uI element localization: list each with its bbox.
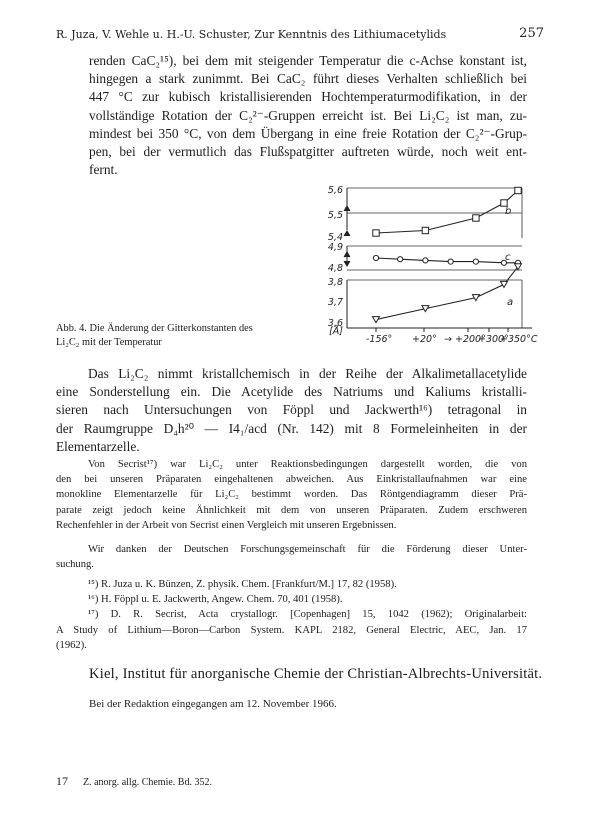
series-line-a bbox=[376, 267, 518, 320]
axis-arrow bbox=[344, 231, 350, 236]
reference-17-cont: (1962). bbox=[56, 639, 87, 651]
text-line: fernt. bbox=[89, 162, 118, 178]
data-point bbox=[515, 187, 521, 193]
references bbox=[56, 577, 527, 653]
y-tick-label: 3,6 bbox=[327, 318, 343, 329]
x-tick-label: +20° bbox=[412, 334, 437, 345]
axis-arrow bbox=[344, 206, 350, 211]
series-label-a: a bbox=[507, 297, 514, 308]
text-line: monokline Elementarzelle für Li₂C₂ bestimmt worden. Das Röntgendiagramm dieser Prä- bbox=[56, 489, 527, 501]
page-number: 257 bbox=[519, 26, 544, 41]
x-tick-label: +350°C bbox=[500, 334, 538, 345]
text-line: Wir danken der Deutschen Forschungsgemeinschaft für die Förderung dieser Unter- bbox=[88, 544, 527, 555]
text-line: Von Secrist¹⁷) war Li₂C₂ unter Reaktionsbedingungen dargestellt worden, die von bbox=[88, 459, 527, 470]
x-tick-label: -156° bbox=[366, 334, 393, 345]
figure-caption bbox=[56, 322, 306, 350]
text-line: hingegen a stark zunimmt. Bei CaC₂ führt dieses Verhalten schließlich bei bbox=[89, 71, 527, 87]
data-point bbox=[515, 264, 522, 270]
footer-number: 17 bbox=[56, 774, 68, 788]
reference-15: ¹⁵) R. Juza u. K. Bünzen, Z. physik. Chem. [Frankfurt/M.] 17, 82 (1958). bbox=[88, 579, 397, 590]
acknowledgement bbox=[56, 542, 527, 572]
axis-arrow bbox=[344, 261, 350, 266]
x-tick-label: → +200° bbox=[444, 334, 486, 345]
reference-16: ¹⁶) H. Föppl u. E. Jackwerth, Angew. Chem. 70, 401 (1958). bbox=[88, 594, 343, 606]
y-tick-label: 4,9 bbox=[327, 242, 343, 253]
received-date: Bei der Redaktion eingegangen am 12. November 1966. bbox=[89, 698, 337, 710]
axis-arrow bbox=[344, 252, 350, 257]
lattice-constant-chart bbox=[300, 182, 540, 354]
y-tick-label: 5,4 bbox=[327, 232, 343, 243]
data-point bbox=[422, 227, 428, 233]
data-point bbox=[473, 215, 479, 221]
text-line: eine Sonderstellung ein. Die Acetylide des Natriums und Kaliums kristalli- bbox=[56, 384, 527, 400]
y-tick-label: 3,8 bbox=[327, 277, 343, 288]
text-line: renden CaC₂¹⁵), bei dem mit steigender Temperatur die c-Achse konstant ist, bbox=[89, 53, 527, 68]
text-line: pen, bei der vermutlich das Flußspatgitter auftreten würde, noch weit ent- bbox=[89, 144, 527, 160]
text-line: Das Li₂C₂ nimmt kristallchemisch in der Reihe der Alkalimetallacetylide bbox=[88, 366, 527, 381]
reference-17: ¹⁷) D. R. Secrist, Acta crystallogr. [Copenhagen] 15, 1042 (1962); Originalarbeit: bbox=[88, 609, 527, 621]
data-point bbox=[373, 255, 378, 260]
y-tick-label: 3,7 bbox=[327, 297, 343, 308]
y-tick-label: 5,5 bbox=[327, 210, 343, 221]
data-point bbox=[448, 259, 453, 264]
text-line: vollständige Rotation der C₂²⁻-Gruppen erreicht ist. Bei Li₂C₂ ist man, zu- bbox=[89, 107, 527, 123]
data-point bbox=[473, 259, 478, 264]
data-point bbox=[500, 281, 507, 287]
text-line: mindest bei 350 °C, von dem Übergang in eine freie Rotation der C₂²⁻-Grup- bbox=[89, 125, 527, 141]
data-point bbox=[398, 257, 403, 262]
text-line: suchung. bbox=[56, 559, 94, 571]
series-line-b bbox=[376, 191, 518, 234]
series-label-c: c bbox=[505, 252, 511, 263]
paragraph-3 bbox=[56, 457, 527, 533]
series-label-b: b bbox=[505, 206, 512, 217]
caption-line: Abb. 4. Die Änderung der Gitterkonstanten des bbox=[56, 323, 253, 334]
text-line: Rechenfehler in der Arbeit von Secrist einen Vergleich mit unseren Ergebnissen. bbox=[56, 519, 397, 531]
paragraph-2 bbox=[56, 365, 527, 456]
affiliation: Kiel, Institut für anorganische Chemie der Christian-Albrechts-Universität. bbox=[89, 666, 543, 682]
text-line: parate zeigt jedoch keine Ähnlichkeit mit dem von unseren Präparaten. Zudem erschweren bbox=[56, 504, 527, 516]
y-tick-label: 4,8 bbox=[327, 263, 343, 274]
text-line: der Raumgruppe D₄h²⁰ — I4₁/acd (Nr. 142) mit 8 Formeleinheiten in der bbox=[56, 420, 527, 436]
y-tick-label: [Å] bbox=[329, 326, 343, 337]
paragraph-1 bbox=[89, 52, 527, 179]
footer-journal: Z. anorg. allg. Chemie. Bd. 352. bbox=[83, 777, 212, 788]
reference-17-cont: A Study of Lithium—Boron—Carbon System. KAPL 2182, General Electric, AEC, Jan. 17 bbox=[56, 624, 527, 636]
text-line: den bei unseren Präparaten eingehaltenen abweichen. Aus Einkristallaufnahmen war eine bbox=[56, 474, 527, 486]
data-point bbox=[423, 258, 428, 263]
caption-line: Li₂C₂ mit der Temperatur bbox=[56, 337, 162, 348]
running-header: R. Juza, V. Wehle u. H.-U. Schuster, Zur Kenntnis des Lithiumacetylids bbox=[56, 28, 447, 41]
text-line: Elementarzelle. bbox=[56, 438, 140, 454]
x-tick-label: +300° bbox=[478, 334, 509, 345]
text-line: sieren nach Untersuchungen von Föppl und Jackwerth¹⁶) tetragonal in bbox=[56, 402, 527, 418]
data-point bbox=[373, 230, 379, 236]
footer bbox=[56, 774, 212, 789]
y-tick-label: 5,6 bbox=[327, 185, 343, 196]
x-tick-labels bbox=[366, 334, 538, 345]
text-line: 447 °C zur kubisch kristallisierenden Hochtemperaturmodifikation, in der bbox=[89, 89, 527, 105]
